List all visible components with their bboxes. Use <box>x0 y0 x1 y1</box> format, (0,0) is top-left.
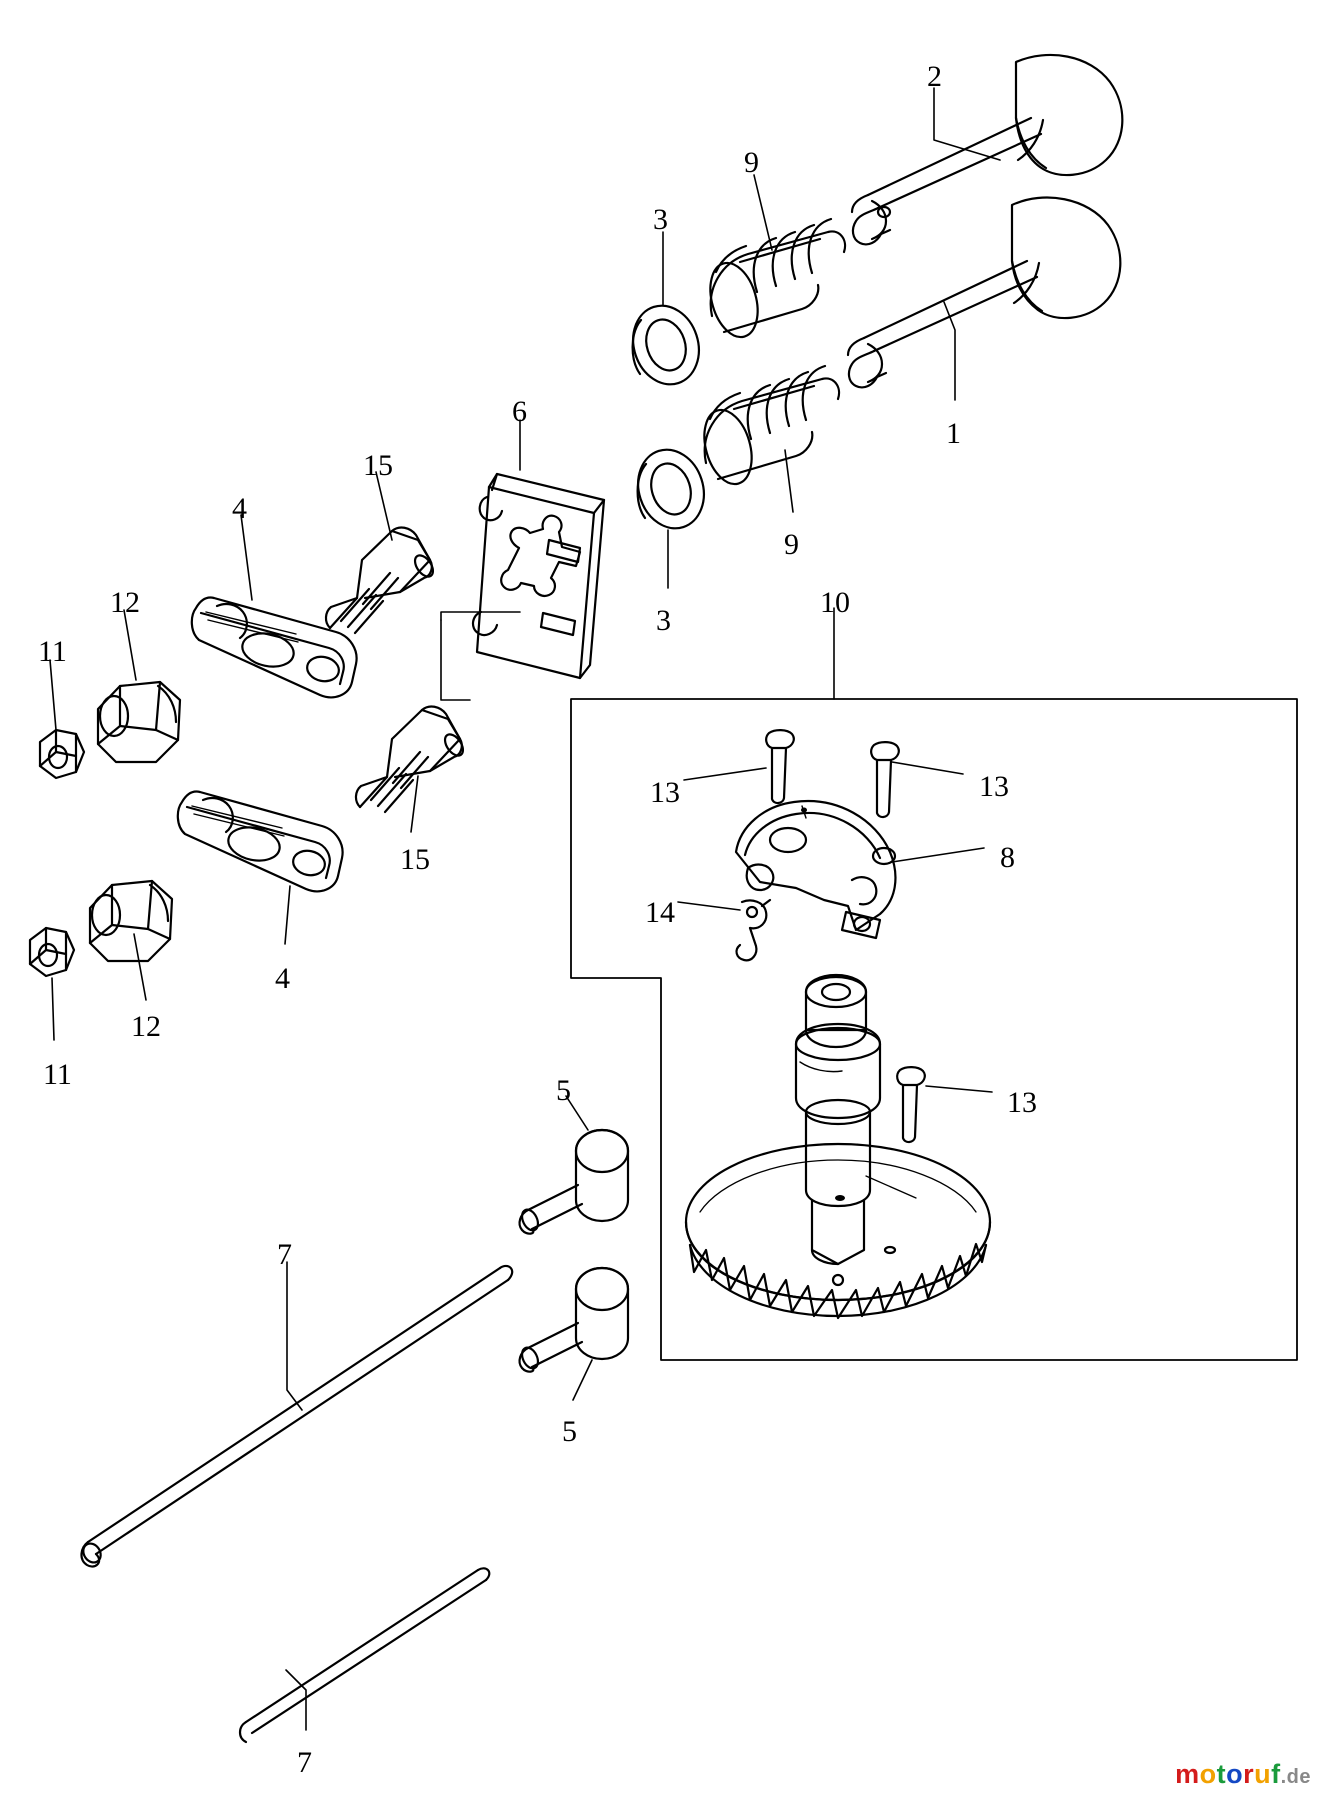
callout-6: 6 <box>512 395 527 428</box>
pin-left-13 <box>766 730 794 803</box>
callout-5-upper: 5 <box>556 1074 571 1107</box>
valve-spring-upper-9 <box>702 219 845 343</box>
retainer-plate-6 <box>441 474 604 700</box>
pivot-nut-upper-12 <box>98 682 180 762</box>
callout-13-left: 13 <box>650 776 680 809</box>
watermark-suffix: .de <box>1280 1766 1311 1788</box>
watermark-letter-t: t <box>1216 1759 1227 1789</box>
valve-spring-lower-9 <box>696 366 839 490</box>
callout-7-upper: 7 <box>277 1238 292 1271</box>
callout-8: 8 <box>1000 841 1015 874</box>
watermark-letter-f: f <box>1271 1759 1281 1789</box>
callout-12-upper: 12 <box>110 586 140 619</box>
watermark-letter-r: r <box>1243 1759 1255 1789</box>
rocker-arm-upper-4 <box>192 598 357 698</box>
callout-2: 2 <box>927 60 942 93</box>
callout-3-lower: 3 <box>656 604 671 637</box>
callout-15-upper: 15 <box>363 449 393 482</box>
spring-clip-14 <box>737 900 770 960</box>
lock-nut-lower-11 <box>30 928 74 976</box>
push-rod-lower-7 <box>240 1568 489 1742</box>
callout-13-right: 13 <box>979 770 1009 803</box>
callout-11-upper: 11 <box>38 635 67 668</box>
callout-9-lower: 9 <box>784 528 799 561</box>
watermark-letter-m: m <box>1175 1759 1200 1789</box>
callout-15-lower: 15 <box>400 843 430 876</box>
callout-12-lower: 12 <box>131 1010 161 1043</box>
adjusting-screw-lower-15 <box>356 707 467 812</box>
rocker-arm-lower-4 <box>178 792 343 892</box>
callout-10: 10 <box>820 586 850 619</box>
callout-11-lower: 11 <box>43 1058 72 1091</box>
callout-1: 1 <box>946 417 961 450</box>
watermark-letter-o1: o <box>1199 1759 1217 1789</box>
valve-lifter-lower-5 <box>519 1268 628 1372</box>
callout-9-upper: 9 <box>744 146 759 179</box>
watermark-letter-o2: o <box>1226 1759 1244 1789</box>
push-rod-upper-7 <box>80 1266 512 1567</box>
exhaust-valve-2 <box>852 55 1122 244</box>
intake-valve-1 <box>848 198 1120 388</box>
motoruf-watermark <box>1175 1759 1311 1790</box>
watermark-letter-u: u <box>1254 1759 1272 1789</box>
callout-13-cam: 13 <box>1007 1086 1037 1119</box>
camshaft-assembly <box>686 975 990 1318</box>
pin-cam-13 <box>897 1067 925 1142</box>
callout-4-upper: 4 <box>232 492 247 525</box>
lock-nut-upper-11 <box>40 730 84 778</box>
pivot-nut-lower-12 <box>90 881 172 961</box>
callout-14: 14 <box>645 896 675 929</box>
callout-4-lower: 4 <box>275 962 290 995</box>
callout-3-upper: 3 <box>653 203 668 236</box>
pin-right-13 <box>871 742 899 817</box>
callout-5-lower: 5 <box>562 1415 577 1448</box>
valve-seal-lower-3 <box>628 441 714 537</box>
valve-seal-upper-3 <box>623 297 709 393</box>
compression-release-8 <box>736 801 895 938</box>
valve-lifter-upper-5 <box>519 1130 628 1234</box>
callout-7-lower: 7 <box>297 1746 312 1779</box>
adjusting-screw-upper-15 <box>326 528 437 633</box>
